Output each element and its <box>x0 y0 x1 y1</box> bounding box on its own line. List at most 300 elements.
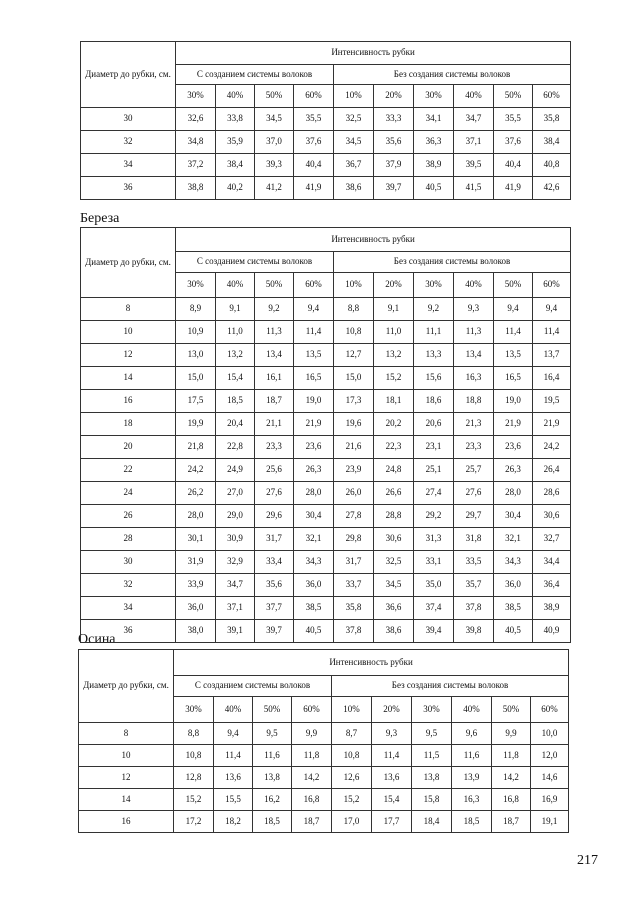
value-cell: 40,5 <box>494 620 533 643</box>
value-cell: 11,8 <box>292 745 332 767</box>
value-cell: 35,5 <box>294 108 334 131</box>
diameter-header: Диаметр до рубки, см. <box>79 650 174 723</box>
diameter-cell: 16 <box>79 811 174 833</box>
percent-header: 50% <box>255 273 294 298</box>
value-cell: 8,9 <box>176 298 216 321</box>
table-row <box>79 723 569 745</box>
value-cell: 9,5 <box>253 723 292 745</box>
value-cell: 15,4 <box>216 367 255 390</box>
value-cell: 18,5 <box>452 811 492 833</box>
value-cell: 23,6 <box>294 436 334 459</box>
diameter-cell: 14 <box>81 367 176 390</box>
value-cell: 19,6 <box>334 413 374 436</box>
table-row <box>81 131 571 154</box>
value-cell: 13,4 <box>255 344 294 367</box>
percent-header: 10% <box>332 697 372 723</box>
value-cell: 37,6 <box>294 131 334 154</box>
value-cell: 26,2 <box>176 482 216 505</box>
value-cell: 26,3 <box>494 459 533 482</box>
value-cell: 16,4 <box>533 367 571 390</box>
value-cell: 34,1 <box>414 108 454 131</box>
table-row <box>81 528 571 551</box>
value-cell: 36,7 <box>334 154 374 177</box>
value-cell: 38,4 <box>216 154 255 177</box>
value-cell: 40,4 <box>294 154 334 177</box>
value-cell: 37,1 <box>454 131 494 154</box>
value-cell: 23,9 <box>334 459 374 482</box>
value-cell: 15,0 <box>176 367 216 390</box>
table-row <box>81 154 571 177</box>
value-cell: 13,7 <box>533 344 571 367</box>
diameter-cell: 34 <box>81 597 176 620</box>
value-cell: 21,1 <box>255 413 294 436</box>
value-cell: 30,4 <box>294 505 334 528</box>
value-cell: 29,7 <box>454 505 494 528</box>
value-cell: 14,2 <box>492 767 531 789</box>
value-cell: 41,5 <box>454 177 494 200</box>
value-cell: 30,1 <box>176 528 216 551</box>
value-cell: 10,8 <box>332 745 372 767</box>
value-cell: 11,4 <box>533 321 571 344</box>
value-cell: 9,2 <box>414 298 454 321</box>
value-cell: 16,8 <box>292 789 332 811</box>
section-title-bereza: Береза <box>80 211 120 226</box>
value-cell: 39,1 <box>216 620 255 643</box>
value-cell: 9,5 <box>412 723 452 745</box>
value-cell: 18,8 <box>454 390 494 413</box>
value-cell: 38,9 <box>414 154 454 177</box>
table-row <box>81 390 571 413</box>
value-cell: 38,5 <box>294 597 334 620</box>
value-cell: 12,7 <box>334 344 374 367</box>
value-cell: 16,1 <box>255 367 294 390</box>
table-row <box>81 177 571 200</box>
value-cell: 29,0 <box>216 505 255 528</box>
value-cell: 15,8 <box>412 789 452 811</box>
value-cell: 17,2 <box>174 811 214 833</box>
value-cell: 27,4 <box>414 482 454 505</box>
value-cell: 41,9 <box>494 177 533 200</box>
value-cell: 9,1 <box>374 298 414 321</box>
value-cell: 17,7 <box>372 811 412 833</box>
diameter-cell: 14 <box>79 789 174 811</box>
percent-header: 60% <box>292 697 332 723</box>
value-cell: 32,5 <box>374 551 414 574</box>
value-cell: 24,9 <box>216 459 255 482</box>
diameter-cell: 34 <box>81 154 176 177</box>
value-cell: 30,6 <box>374 528 414 551</box>
value-cell: 32,9 <box>216 551 255 574</box>
percent-header: 30% <box>412 697 452 723</box>
with-system-header: С созданием системы волоков <box>174 676 332 697</box>
value-cell: 33,7 <box>334 574 374 597</box>
diameter-cell: 8 <box>79 723 174 745</box>
value-cell: 25,6 <box>255 459 294 482</box>
value-cell: 32,7 <box>533 528 571 551</box>
value-cell: 42,6 <box>533 177 571 200</box>
value-cell: 9,4 <box>214 723 253 745</box>
value-cell: 33,3 <box>374 108 414 131</box>
diameter-cell: 30 <box>81 551 176 574</box>
value-cell: 36,6 <box>374 597 414 620</box>
value-cell: 9,4 <box>494 298 533 321</box>
value-cell: 33,5 <box>454 551 494 574</box>
value-cell: 34,8 <box>176 131 216 154</box>
table-row <box>79 745 569 767</box>
value-cell: 37,0 <box>255 131 294 154</box>
table-row <box>81 459 571 482</box>
value-cell: 40,5 <box>414 177 454 200</box>
value-cell: 31,3 <box>414 528 454 551</box>
percent-header: 50% <box>253 697 292 723</box>
value-cell: 13,9 <box>452 767 492 789</box>
value-cell: 27,0 <box>216 482 255 505</box>
value-cell: 21,9 <box>294 413 334 436</box>
percent-header: 40% <box>454 273 494 298</box>
value-cell: 27,8 <box>334 505 374 528</box>
percent-header: 60% <box>531 697 569 723</box>
value-cell: 11,6 <box>452 745 492 767</box>
diameter-cell: 12 <box>79 767 174 789</box>
diameter-cell: 22 <box>81 459 176 482</box>
value-cell: 9,9 <box>492 723 531 745</box>
value-cell: 11,0 <box>216 321 255 344</box>
value-cell: 36,0 <box>294 574 334 597</box>
value-cell: 39,7 <box>374 177 414 200</box>
value-cell: 36,3 <box>414 131 454 154</box>
with-system-header: С созданием системы волоков <box>176 252 334 273</box>
value-cell: 25,7 <box>454 459 494 482</box>
percent-header: 30% <box>176 85 216 108</box>
value-cell: 37,6 <box>494 131 533 154</box>
value-cell: 10,0 <box>531 723 569 745</box>
value-cell: 38,6 <box>334 177 374 200</box>
with-system-header: С созданием системы волоков <box>176 65 334 85</box>
table-row <box>81 298 571 321</box>
value-cell: 37,4 <box>414 597 454 620</box>
diameter-cell: 26 <box>81 505 176 528</box>
diameter-cell: 10 <box>81 321 176 344</box>
value-cell: 35,8 <box>533 108 571 131</box>
percent-header: 30% <box>414 273 454 298</box>
value-cell: 34,3 <box>494 551 533 574</box>
page-number: 217 <box>577 853 598 868</box>
value-cell: 18,2 <box>214 811 253 833</box>
value-cell: 10,8 <box>174 745 214 767</box>
value-cell: 38,9 <box>533 597 571 620</box>
table-row <box>79 767 569 789</box>
value-cell: 9,9 <box>292 723 332 745</box>
value-cell: 13,6 <box>372 767 412 789</box>
value-cell: 31,8 <box>454 528 494 551</box>
percent-header: 40% <box>454 85 494 108</box>
value-cell: 13,5 <box>494 344 533 367</box>
table-osina <box>78 649 569 833</box>
value-cell: 28,8 <box>374 505 414 528</box>
value-cell: 22,3 <box>374 436 414 459</box>
value-cell: 39,5 <box>454 154 494 177</box>
table-row <box>81 505 571 528</box>
value-cell: 15,4 <box>372 789 412 811</box>
value-cell: 15,2 <box>332 789 372 811</box>
value-cell: 38,0 <box>176 620 216 643</box>
diameter-cell: 18 <box>81 413 176 436</box>
percent-header: 60% <box>294 273 334 298</box>
value-cell: 34,7 <box>216 574 255 597</box>
diameter-header: Диаметр до рубки, см. <box>81 228 176 298</box>
table-row <box>81 321 571 344</box>
value-cell: 9,3 <box>372 723 412 745</box>
value-cell: 33,9 <box>176 574 216 597</box>
value-cell: 38,8 <box>176 177 216 200</box>
value-cell: 15,2 <box>374 367 414 390</box>
percent-header: 60% <box>294 85 334 108</box>
value-cell: 11,8 <box>492 745 531 767</box>
value-cell: 32,5 <box>334 108 374 131</box>
without-system-header: Без создания системы волоков <box>334 65 571 85</box>
value-cell: 13,3 <box>414 344 454 367</box>
value-cell: 9,2 <box>255 298 294 321</box>
value-cell: 36,0 <box>494 574 533 597</box>
diameter-cell: 32 <box>81 131 176 154</box>
value-cell: 26,4 <box>533 459 571 482</box>
value-cell: 10,8 <box>334 321 374 344</box>
table-row <box>81 344 571 367</box>
value-cell: 24,2 <box>176 459 216 482</box>
value-cell: 21,6 <box>334 436 374 459</box>
diameter-cell: 30 <box>81 108 176 131</box>
table-row <box>81 482 571 505</box>
value-cell: 39,8 <box>454 620 494 643</box>
table-row <box>79 811 569 833</box>
value-cell: 34,5 <box>374 574 414 597</box>
value-cell: 11,4 <box>214 745 253 767</box>
without-system-header: Без создания системы волоков <box>334 252 571 273</box>
value-cell: 18,7 <box>492 811 531 833</box>
value-cell: 11,3 <box>454 321 494 344</box>
value-cell: 35,6 <box>255 574 294 597</box>
value-cell: 18,5 <box>253 811 292 833</box>
value-cell: 13,5 <box>294 344 334 367</box>
header-row <box>81 42 571 65</box>
value-cell: 19,0 <box>494 390 533 413</box>
diameter-header: Диаметр до рубки, см. <box>81 42 176 108</box>
value-cell: 16,8 <box>492 789 531 811</box>
value-cell: 11,4 <box>494 321 533 344</box>
value-cell: 20,6 <box>414 413 454 436</box>
percent-header: 50% <box>494 85 533 108</box>
value-cell: 34,7 <box>454 108 494 131</box>
value-cell: 14,2 <box>292 767 332 789</box>
diameter-cell: 20 <box>81 436 176 459</box>
value-cell: 35,8 <box>334 597 374 620</box>
value-cell: 13,8 <box>412 767 452 789</box>
value-cell: 16,3 <box>452 789 492 811</box>
value-cell: 38,6 <box>374 620 414 643</box>
percent-header: 60% <box>533 85 571 108</box>
value-cell: 9,4 <box>533 298 571 321</box>
value-cell: 35,6 <box>374 131 414 154</box>
diameter-cell: 28 <box>81 528 176 551</box>
value-cell: 33,1 <box>414 551 454 574</box>
value-cell: 28,0 <box>176 505 216 528</box>
value-cell: 29,2 <box>414 505 454 528</box>
value-cell: 35,9 <box>216 131 255 154</box>
value-cell: 35,7 <box>454 574 494 597</box>
value-cell: 31,7 <box>255 528 294 551</box>
without-system-header: Без создания системы волоков <box>332 676 569 697</box>
value-cell: 31,9 <box>176 551 216 574</box>
value-cell: 23,3 <box>255 436 294 459</box>
value-cell: 8,7 <box>332 723 372 745</box>
table-continued <box>80 41 571 200</box>
header-row <box>79 650 569 676</box>
value-cell: 11,1 <box>414 321 454 344</box>
diameter-cell: 8 <box>81 298 176 321</box>
value-cell: 20,4 <box>216 413 255 436</box>
value-cell: 12,0 <box>531 745 569 767</box>
section-title-osina: Осина <box>78 632 116 647</box>
value-cell: 39,4 <box>414 620 454 643</box>
value-cell: 19,1 <box>531 811 569 833</box>
value-cell: 37,1 <box>216 597 255 620</box>
value-cell: 16,5 <box>494 367 533 390</box>
value-cell: 11,4 <box>294 321 334 344</box>
diameter-cell: 12 <box>81 344 176 367</box>
table-bereza <box>80 227 571 643</box>
table-row <box>81 413 571 436</box>
value-cell: 13,6 <box>214 767 253 789</box>
value-cell: 17,3 <box>334 390 374 413</box>
value-cell: 33,8 <box>216 108 255 131</box>
value-cell: 26,3 <box>294 459 334 482</box>
value-cell: 21,9 <box>533 413 571 436</box>
value-cell: 30,6 <box>533 505 571 528</box>
value-cell: 13,2 <box>216 344 255 367</box>
value-cell: 30,4 <box>494 505 533 528</box>
value-cell: 29,8 <box>334 528 374 551</box>
value-cell: 40,5 <box>294 620 334 643</box>
value-cell: 37,8 <box>334 620 374 643</box>
value-cell: 13,8 <box>253 767 292 789</box>
value-cell: 12,8 <box>174 767 214 789</box>
value-cell: 32,6 <box>176 108 216 131</box>
value-cell: 12,6 <box>332 767 372 789</box>
table-row <box>81 436 571 459</box>
value-cell: 11,6 <box>253 745 292 767</box>
value-cell: 41,9 <box>294 177 334 200</box>
value-cell: 9,4 <box>294 298 334 321</box>
value-cell: 35,0 <box>414 574 454 597</box>
value-cell: 13,2 <box>374 344 414 367</box>
percent-header: 50% <box>494 273 533 298</box>
percent-header: 40% <box>452 697 492 723</box>
value-cell: 32,1 <box>494 528 533 551</box>
value-cell: 33,4 <box>255 551 294 574</box>
table-row <box>81 108 571 131</box>
value-cell: 39,3 <box>255 154 294 177</box>
value-cell: 18,7 <box>255 390 294 413</box>
value-cell: 34,4 <box>533 551 571 574</box>
value-cell: 23,3 <box>454 436 494 459</box>
percent-header: 40% <box>216 85 255 108</box>
value-cell: 15,6 <box>414 367 454 390</box>
value-cell: 39,7 <box>255 620 294 643</box>
percent-header: 10% <box>334 85 374 108</box>
value-cell: 37,8 <box>454 597 494 620</box>
value-cell: 18,4 <box>412 811 452 833</box>
value-cell: 9,6 <box>452 723 492 745</box>
value-cell: 37,9 <box>374 154 414 177</box>
table-row <box>81 367 571 390</box>
percent-header: 40% <box>216 273 255 298</box>
value-cell: 19,0 <box>294 390 334 413</box>
value-cell: 21,3 <box>454 413 494 436</box>
value-cell: 8,8 <box>334 298 374 321</box>
value-cell: 15,5 <box>214 789 253 811</box>
value-cell: 40,2 <box>216 177 255 200</box>
diameter-cell: 16 <box>81 390 176 413</box>
diameter-cell: 32 <box>81 574 176 597</box>
value-cell: 38,4 <box>533 131 571 154</box>
value-cell: 28,0 <box>494 482 533 505</box>
value-cell: 17,5 <box>176 390 216 413</box>
value-cell: 25,1 <box>414 459 454 482</box>
percent-header: 30% <box>174 697 214 723</box>
value-cell: 21,9 <box>494 413 533 436</box>
value-cell: 32,1 <box>294 528 334 551</box>
diameter-cell: 24 <box>81 482 176 505</box>
percent-header: 40% <box>214 697 253 723</box>
value-cell: 34,3 <box>294 551 334 574</box>
value-cell: 41,2 <box>255 177 294 200</box>
value-cell: 27,6 <box>454 482 494 505</box>
value-cell: 18,1 <box>374 390 414 413</box>
value-cell: 19,5 <box>533 390 571 413</box>
value-cell: 14,6 <box>531 767 569 789</box>
value-cell: 38,5 <box>494 597 533 620</box>
value-cell: 16,9 <box>531 789 569 811</box>
value-cell: 28,6 <box>533 482 571 505</box>
percent-header: 50% <box>492 697 531 723</box>
value-cell: 37,2 <box>176 154 216 177</box>
value-cell: 9,3 <box>454 298 494 321</box>
value-cell: 40,8 <box>533 154 571 177</box>
value-cell: 36,4 <box>533 574 571 597</box>
percent-header: 20% <box>372 697 412 723</box>
value-cell: 30,9 <box>216 528 255 551</box>
value-cell: 35,5 <box>494 108 533 131</box>
intensity-header: Интенсивность рубки <box>176 42 571 65</box>
intensity-header: Интенсивность рубки <box>174 650 569 676</box>
diameter-cell: 36 <box>81 620 176 643</box>
value-cell: 22,8 <box>216 436 255 459</box>
percent-header: 20% <box>374 273 414 298</box>
value-cell: 17,0 <box>332 811 372 833</box>
value-cell: 37,7 <box>255 597 294 620</box>
table-row <box>81 620 571 643</box>
value-cell: 23,1 <box>414 436 454 459</box>
table-row <box>79 789 569 811</box>
value-cell: 31,7 <box>334 551 374 574</box>
value-cell: 13,4 <box>454 344 494 367</box>
value-cell: 18,7 <box>292 811 332 833</box>
table-row <box>81 574 571 597</box>
value-cell: 10,9 <box>176 321 216 344</box>
diameter-cell: 10 <box>79 745 174 767</box>
value-cell: 34,5 <box>334 131 374 154</box>
value-cell: 21,8 <box>176 436 216 459</box>
